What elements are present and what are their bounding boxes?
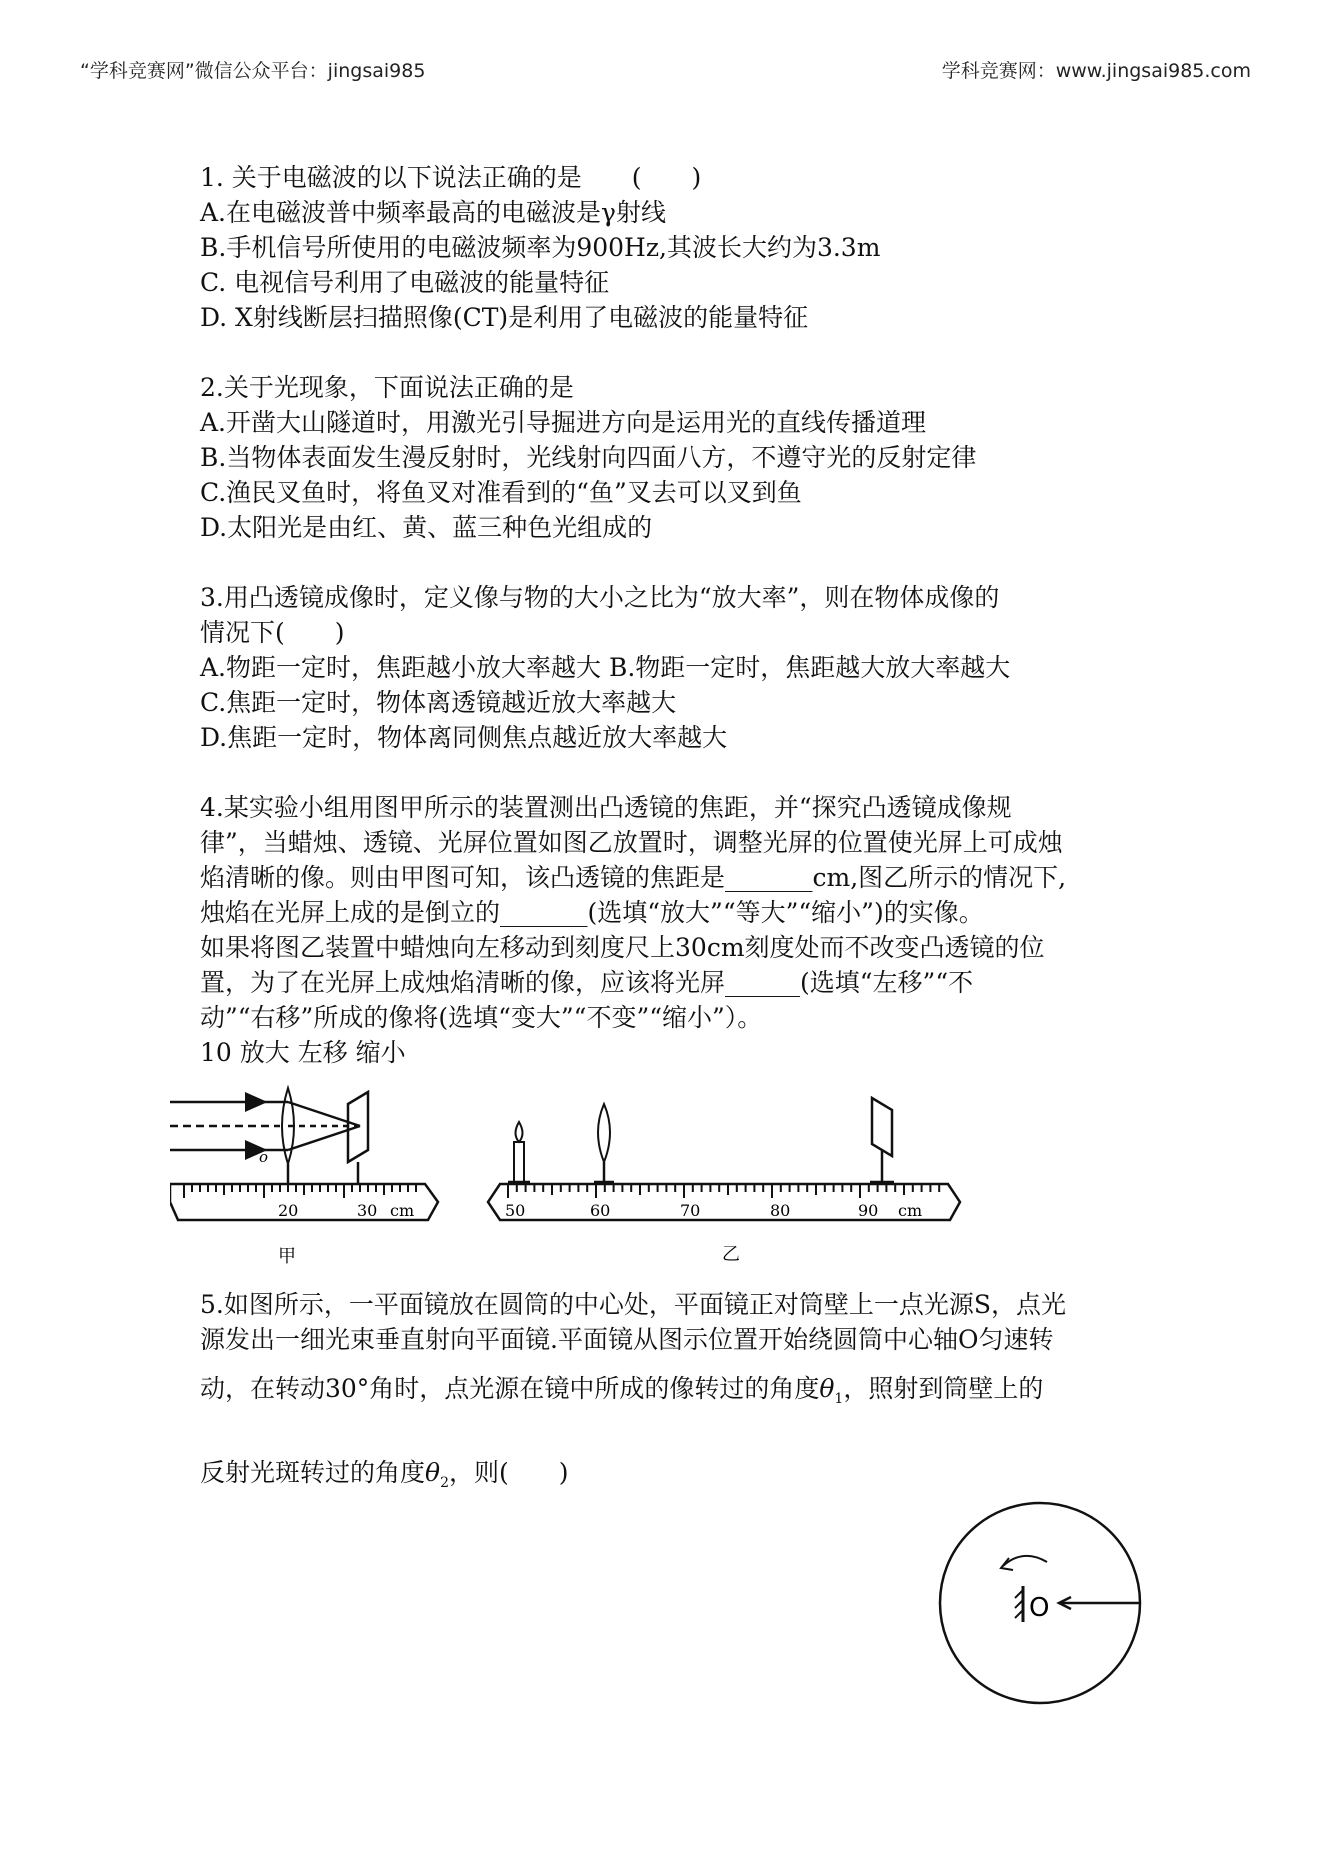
q1-option-c: C. 电视信号利用了电磁波的能量特征 bbox=[200, 268, 610, 297]
figure-jia-tick-20: 20 bbox=[278, 1201, 299, 1220]
header-left: “学科竞赛网”微信公众平台：jingsai985 bbox=[80, 60, 426, 82]
q5-line3-pre: 动，在转动30°角时，点光源在镜中所成的像转过的角度 bbox=[200, 1374, 820, 1403]
q4-line5: 如果将图乙装置中蜡烛向左移动到刻度尺上30cm刻度处而不改变凸透镜的位 bbox=[200, 933, 1045, 962]
figure-jia-ticks bbox=[184, 1184, 416, 1198]
q1-option-d: D. X射线断层扫描照像(CT)是利用了电磁波的能量特征 bbox=[200, 303, 809, 332]
q3-option-d: D.焦距一定时，物体离同侧焦点越近放大率越大 bbox=[200, 723, 728, 752]
q5-line3-post: ，照射到筒壁上的 bbox=[843, 1374, 1044, 1403]
q5-line2: 源发出一细光束垂直射向平面镜.平面镜从图示位置开始绕圆筒中心轴O匀速转 bbox=[200, 1325, 1054, 1354]
q3-option-ab: A.物距一定时，焦距越小放大率越大 B.物距一定时，焦距越大放大率越大 bbox=[200, 653, 1011, 682]
figure-yi bbox=[488, 1098, 960, 1220]
q2-option-a: A.开凿大山隧道时，用激光引导掘进方向是运用光的直线传播道理 bbox=[200, 408, 927, 437]
exam-content bbox=[200, 160, 1160, 1623]
figure-yi-unit: cm bbox=[898, 1201, 923, 1220]
q3-stem-line1: 3.用凸透镜成像时，定义像与物的大小之比为“放大率”，则在物体成像的 bbox=[200, 583, 1000, 612]
figure-jia-caption: 甲 bbox=[278, 1246, 296, 1267]
q4-line6: 置，为了在光屏上成烛焰清晰的像，应该将光屏______(选填“左移”“不 bbox=[200, 968, 974, 997]
q4-line4: 烛焰在光屏上成的是倒立的_______(选填“放大”“等大”“缩小”)的实像。 bbox=[200, 898, 984, 927]
q5-line4 bbox=[200, 1455, 1160, 1501]
figure-yi-tick-70: 70 bbox=[680, 1201, 701, 1220]
figure-yi-caption: 乙 bbox=[722, 1244, 740, 1265]
theta-1: $\theta_1$ bbox=[819, 1374, 844, 1407]
q5-line4-post: ，则( ) bbox=[449, 1458, 569, 1487]
figure-yi-ticks bbox=[508, 1184, 939, 1198]
figure-jia-unit: cm bbox=[390, 1201, 415, 1220]
header-right: 学科竞赛网：www.jingsai985.com bbox=[941, 60, 1251, 82]
q4-figure bbox=[170, 1084, 1130, 1269]
q2-stem: 2.关于光现象，下面说法正确的是 bbox=[200, 373, 574, 402]
theta-2: $\theta_2$ bbox=[425, 1458, 449, 1491]
q4-line3: 焰清晰的像。则由甲图可知，该凸透镜的焦距是_______cm,图乙所示的情况下, bbox=[200, 863, 1067, 892]
rotation-arrow-icon bbox=[1003, 1556, 1047, 1566]
q5-line4-pre: 反射光斑转过的角度 bbox=[200, 1458, 426, 1487]
figure-jia-o-label: o bbox=[259, 1148, 269, 1166]
figure-yi-tick-50: 50 bbox=[505, 1201, 526, 1220]
q4-line7: 动”“右移”所成的像将(选填“变大”“不变”“缩小”）。 bbox=[200, 1003, 763, 1032]
q1-option-a: A.在电磁波普中频率最高的电磁波是γ射线 bbox=[200, 198, 666, 227]
q2-option-d: D.太阳光是由红、黄、蓝三种色光组成的 bbox=[200, 513, 653, 542]
q1-option-b: B.手机信号所使用的电磁波频率为900Hz,其波长大约为3.3m bbox=[200, 233, 881, 262]
center-o-label: O bbox=[1029, 1593, 1050, 1623]
figure-jia-tick-30: 30 bbox=[357, 1201, 378, 1220]
figure-yi-tick-90: 90 bbox=[858, 1201, 879, 1220]
q2-option-b: B.当物体表面发生漫反射时，光线射向四面八方，不遵守光的反射定律 bbox=[200, 443, 977, 472]
q4-answer: 10 放大 左移 缩小 bbox=[200, 1038, 406, 1067]
q5-figure bbox=[935, 1498, 1145, 1708]
q2-option-c: C.渔民叉鱼时，将鱼叉对准看到的“鱼”叉去可以叉到鱼 bbox=[200, 478, 802, 507]
q4-line2: 律”，当蜡烛、透镜、光屏位置如图乙放置时，调整光屏的位置使光屏上可成烛 bbox=[200, 828, 1063, 857]
figure-yi-tick-80: 80 bbox=[770, 1201, 791, 1220]
q1-stem: 1. 关于电磁波的以下说法正确的是 ( ) bbox=[200, 163, 702, 192]
q3-option-c: C.焦距一定时，物体离透镜越近放大率越大 bbox=[200, 688, 677, 717]
q4-line1: 4.某实验小组用图甲所示的装置测出凸透镜的焦距，并“探究凸透镜成像规 bbox=[200, 793, 1012, 822]
q5-line3 bbox=[200, 1371, 1160, 1417]
figure-yi-tick-60: 60 bbox=[590, 1201, 611, 1220]
q3-stem-line2: 情况下( ) bbox=[200, 618, 345, 647]
q5-line1: 5.如图所示，一平面镜放在圆筒的中心处，平面镜正对筒壁上一点光源S，点光 bbox=[200, 1290, 1066, 1319]
